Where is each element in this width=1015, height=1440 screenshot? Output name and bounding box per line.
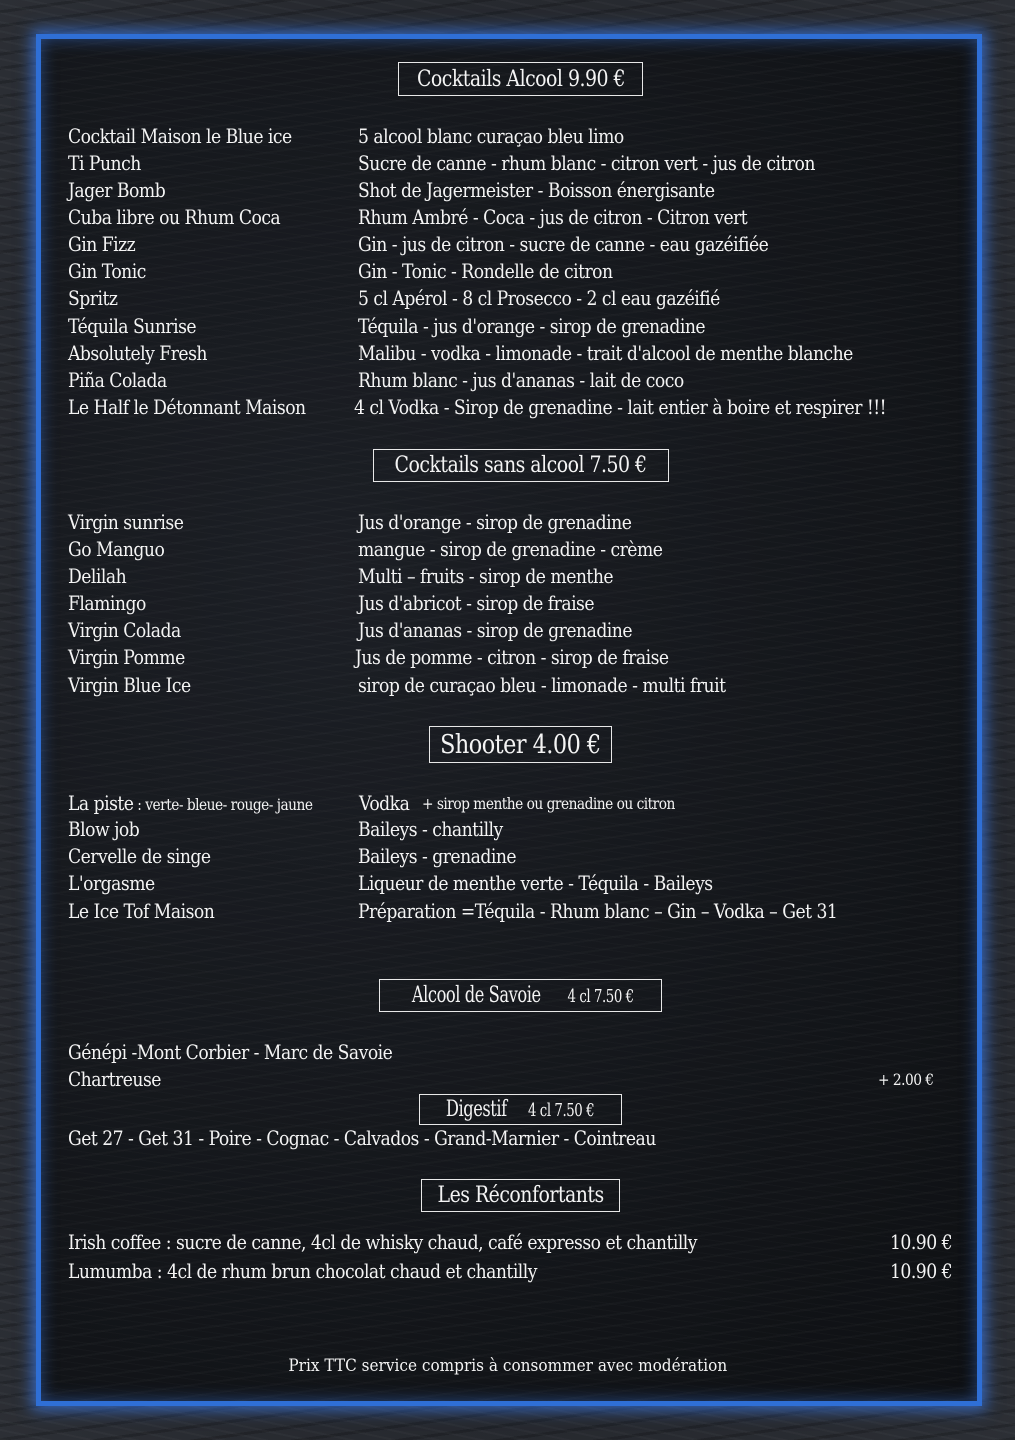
section-title-shooter: Shooter 4.00 € xyxy=(429,726,612,763)
item-desc: Jus d'abricot - sirop de fraise xyxy=(358,591,595,615)
savoie-line-1: Génépi -Mont Corbier - Marc de Savoie xyxy=(68,1040,393,1064)
item-name: Le Half le Détonnant Maison xyxy=(68,395,306,419)
item-name: Flamingo xyxy=(68,591,146,615)
savoie-price: 4 cl 7.50 € xyxy=(567,986,634,1007)
item-name: Virgin Colada xyxy=(68,618,181,642)
item-desc: 5 cl Apérol - 8 cl Prosecco - 2 cl eau gazéifié xyxy=(358,286,720,310)
section-title-cocktails-sans-alcool: Cocktails sans alcool 7.50 € xyxy=(373,449,669,482)
item-desc: Shot de Jagermeister - Boisson énergisante xyxy=(358,178,715,202)
item-name: Gin Fizz xyxy=(68,232,136,256)
item-name: Gin Tonic xyxy=(68,259,146,283)
item-desc: Téquila - jus d'orange - sirop de grenadine xyxy=(358,314,706,338)
footer-note: Prix TTC service compris à consommer avec modération xyxy=(288,1356,727,1376)
item-name: Cervelle de singe xyxy=(68,844,211,868)
item-desc: Baileys - chantilly xyxy=(358,817,503,841)
item-desc: Jus d'ananas - sirop de grenadine xyxy=(358,618,633,642)
section-title-savoie xyxy=(379,979,662,1012)
savoie-title: Alcool de Savoie xyxy=(412,983,541,1008)
item-name: Le Ice Tof Maison xyxy=(68,899,215,923)
item-name: Ti Punch xyxy=(68,151,141,175)
item-desc: 4 cl Vodka - Sirop de grenadine - lait entier à boire et respirer !!! xyxy=(354,395,887,419)
item-name: Cocktail Maison le Blue ice xyxy=(68,124,292,148)
section-title-reconfortants: Les Réconfortants xyxy=(421,1179,620,1212)
item-name: Go Manguo xyxy=(68,537,165,561)
item-desc: Rhum Ambré - Coca - jus de citron - Citron vert xyxy=(358,205,748,229)
item-desc: Gin - Tonic - Rondelle de citron xyxy=(358,259,613,283)
reconfortant-price: 10.90 € xyxy=(890,1230,953,1254)
item-desc: mangue - sirop de grenadine - crème xyxy=(358,537,663,561)
digestif-line: Get 27 - Get 31 - Poire - Cognac - Calvados - Grand-Marnier - Cointreau xyxy=(68,1126,656,1150)
item-desc: Multi – fruits - sirop de menthe xyxy=(358,564,614,588)
item-desc: sirop de curaçao bleu - limonade - multi fruit xyxy=(358,673,726,697)
item-desc: 5 alcool blanc curaçao bleu limo xyxy=(358,124,624,148)
item-desc: Gin - jus de citron - sucre de canne - eau gazéifiée xyxy=(358,232,769,256)
item-name: Delilah xyxy=(68,564,127,588)
section-title-digestif xyxy=(419,1094,622,1125)
item-desc: Baileys - grenadine xyxy=(358,844,517,868)
item-name: Absolutely Fresh xyxy=(68,341,207,365)
item-name: Jager Bomb xyxy=(68,178,166,202)
reconfortant-price: 10.90 € xyxy=(890,1259,953,1283)
item-name: Virgin sunrise xyxy=(68,510,184,534)
item-desc: Rhum blanc - jus d'ananas - lait de coco xyxy=(358,368,684,392)
savoie-extra-price: + 2.00 € xyxy=(878,1070,934,1089)
item-desc: Jus de pomme - citron - sirop de fraise xyxy=(355,645,669,669)
piste-colors: : verte- bleue- rouge- jaune xyxy=(133,795,313,814)
item-desc: Malibu - vodka - limonade - trait d'alcool de menthe blanche xyxy=(358,341,853,365)
piste-name: La piste xyxy=(68,791,134,815)
item-name: Téquila Sunrise xyxy=(68,314,197,338)
item-name: L'orgasme xyxy=(68,871,155,895)
section-title-cocktails-alcool: Cocktails Alcool 9.90 € xyxy=(398,62,643,96)
item-name: Virgin Pomme xyxy=(68,645,185,669)
item-name: Blow job xyxy=(68,817,140,841)
item-desc: Liqueur de menthe verte - Téquila - Baileys xyxy=(358,871,713,895)
digestif-title: Digestif xyxy=(446,1097,507,1122)
savoie-line-2: Chartreuse xyxy=(68,1067,161,1091)
piste-vodka: Vodka xyxy=(359,791,410,815)
item-name: Piña Colada xyxy=(68,368,167,392)
digestif-price: 4 cl 7.50 € xyxy=(528,1100,595,1121)
item-name: Virgin Blue Ice xyxy=(68,673,191,697)
piste-desc: + sirop menthe ou grenadine ou citron xyxy=(422,794,675,813)
reconfortant-desc: Lumumba : 4cl de rhum brun chocolat chaud et chantilly xyxy=(68,1259,537,1283)
item-desc: Préparation =Téquila - Rhum blanc – Gin – Vodka – Get 31 xyxy=(358,899,838,923)
item-name: Spritz xyxy=(68,286,118,310)
shooter-piste xyxy=(68,791,312,817)
item-desc: Sucre de canne - rhum blanc - citron vert - jus de citron xyxy=(358,151,815,175)
item-desc: Jus d'orange - sirop de grenadine xyxy=(358,510,632,534)
reconfortant-desc: Irish coffee : sucre de canne, 4cl de whisky chaud, café expresso et chantilly xyxy=(68,1230,697,1254)
item-name: Cuba libre ou Rhum Coca xyxy=(68,205,281,229)
